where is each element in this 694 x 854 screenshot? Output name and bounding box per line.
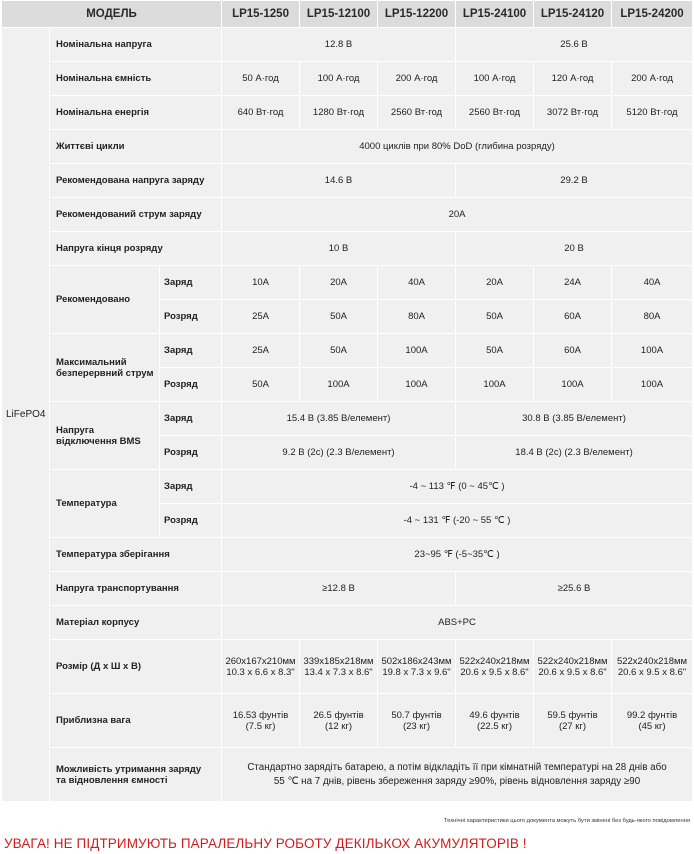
row-label: Життєві цикли — [50, 130, 222, 164]
value-cell: 100A — [534, 368, 612, 402]
row-label: Номінальна енергія — [50, 96, 222, 130]
weight-lb: 16.53 фунтів — [232, 709, 289, 721]
value-cell: -4 ~ 131 ℉ (-20 ~ 55 ℃ ) — [222, 504, 693, 538]
row-label: Рекомендований струм заряду — [50, 198, 222, 232]
sub-label-discharge: Розряд — [160, 300, 222, 334]
value-cell: 20A — [300, 266, 378, 300]
dim-inch: 10.3 x 6.6 x 8.3" — [226, 666, 295, 678]
sub-label-discharge: Розряд — [160, 436, 222, 470]
weight-lb: 26.5 фунтів — [313, 709, 364, 721]
table-row — [2, 572, 693, 606]
table-row — [2, 538, 693, 572]
table-row — [2, 96, 693, 130]
row-label — [50, 748, 222, 802]
value-cell — [534, 640, 612, 694]
value-cell: 18.4 В (2с) (2.3 В/елемент) — [456, 436, 693, 470]
value-cell: ≥12.8 В — [222, 572, 456, 606]
value-cell — [222, 748, 693, 802]
value-cell — [378, 640, 456, 694]
value-cell: 60A — [534, 300, 612, 334]
sub-label-discharge: Розряд — [160, 368, 222, 402]
row-label-line: відключення BMS — [56, 435, 141, 447]
sub-label-charge: Заряд — [160, 334, 222, 368]
table-row — [2, 62, 693, 96]
retention-line: 55 ℃ на 7 днів, рівень збереження заряду ≥90%, рівень відновлення заряду ≥90 — [273, 775, 641, 787]
value-cell: 50A — [456, 334, 534, 368]
dim-inch: 20.6 x 9.5 x 8.6" — [460, 666, 529, 678]
row-label: Напруга кінця розряду — [50, 232, 222, 266]
value-cell — [612, 694, 693, 748]
warning-text: УВАГА! НЕ ПІДТРИМУЮТЬ ПАРАЛЕЛЬНУ РОБОТУ ДЕКІЛЬКОХ АКУМУЛЯТОРІВ ! — [4, 836, 527, 851]
value-cell: 200 А·год — [612, 62, 693, 96]
model-header-cell: LP15-24200 — [612, 1, 693, 28]
dim-mm: 260x167x210мм — [225, 655, 296, 667]
sub-label-charge: Заряд — [160, 470, 222, 504]
value-cell: 20A — [222, 198, 693, 232]
table-row — [2, 402, 693, 436]
value-cell: 10 В — [222, 232, 456, 266]
row-label-line: Можливість утримання заряду — [56, 763, 202, 775]
value-cell: 15.4 В (3.85 В/елемент) — [222, 402, 456, 436]
value-cell: 40A — [378, 266, 456, 300]
value-cell: 50A — [300, 334, 378, 368]
dim-mm: 522x240x218мм — [459, 655, 530, 667]
value-cell: 120 А·год — [534, 62, 612, 96]
value-cell: 5120 Вт·год — [612, 96, 693, 130]
row-label: Максимальний безперервний струм — [50, 334, 160, 402]
chemistry-label: LiFePO4 — [2, 28, 50, 802]
value-cell: 40A — [612, 266, 693, 300]
value-cell: 3072 Вт·год — [534, 96, 612, 130]
value-cell — [300, 640, 378, 694]
value-cell — [456, 640, 534, 694]
value-cell — [612, 640, 693, 694]
table-row — [2, 28, 693, 62]
row-label-line: Напруга — [56, 424, 95, 436]
weight-lb: 50.7 фунтів — [391, 709, 442, 721]
value-cell: 200 А·год — [378, 62, 456, 96]
row-label: Розмір (Д х Ш х В) — [50, 640, 222, 694]
row-label: Рекомендовано — [50, 266, 160, 334]
model-header-cell: LP15-1250 — [222, 1, 300, 28]
weight-lb: 49.6 фунтів — [469, 709, 520, 721]
value-cell: 24A — [534, 266, 612, 300]
model-header-cell: LP15-24120 — [534, 1, 612, 28]
value-cell: ABS+PC — [222, 606, 693, 640]
value-cell: 60A — [534, 334, 612, 368]
table-row — [2, 334, 693, 368]
value-cell: 50 А·год — [222, 62, 300, 96]
value-cell: 100A — [612, 368, 693, 402]
table-row — [2, 164, 693, 198]
model-header-cell: LP15-24100 — [456, 1, 534, 28]
row-label: Рекомендована напруга заряду — [50, 164, 222, 198]
row-label: Напруга транспортування — [50, 572, 222, 606]
header-row — [2, 1, 693, 28]
value-cell — [222, 640, 300, 694]
value-cell: 25.6 В — [456, 28, 693, 62]
weight-kg: (12 кг) — [324, 720, 353, 732]
weight-kg: (23 кг) — [402, 720, 431, 732]
value-cell: 30.8 В (3.85 В/елемент) — [456, 402, 693, 436]
value-cell: 9.2 В (2с) (2.3 В/елемент) — [222, 436, 456, 470]
row-label: Матеріал корпусу — [50, 606, 222, 640]
table-row — [2, 232, 693, 266]
row-label — [50, 402, 160, 470]
sub-label-discharge: Розряд — [160, 504, 222, 538]
value-cell — [300, 694, 378, 748]
sub-label-charge: Заряд — [160, 266, 222, 300]
dim-mm: 522x240x218мм — [616, 655, 688, 667]
dim-mm: 522x240x218мм — [537, 655, 608, 667]
table-row — [2, 130, 693, 164]
value-cell: 100 А·год — [456, 62, 534, 96]
table-row — [2, 640, 693, 694]
value-cell: 80A — [378, 300, 456, 334]
row-label: Температура зберігання — [50, 538, 222, 572]
value-cell — [222, 694, 300, 748]
weight-kg: (22.5 кг) — [476, 720, 513, 732]
weight-kg: (7.5 кг) — [245, 720, 276, 732]
value-cell: 12.8 В — [222, 28, 456, 62]
value-cell: 29.2 В — [456, 164, 693, 198]
value-cell: 2560 Вт·год — [456, 96, 534, 130]
value-cell: 50A — [300, 300, 378, 334]
model-header: МОДЕЛЬ — [2, 1, 222, 28]
sub-label-charge: Заряд — [160, 402, 222, 436]
weight-lb: 59.5 фунтів — [547, 709, 598, 721]
dim-mm: 502x186x243мм — [381, 655, 452, 667]
model-header-cell: LP15-12100 — [300, 1, 378, 28]
weight-lb: 99.2 фунтів — [626, 709, 678, 721]
dim-inch: 13.4 x 7.3 x 8.6" — [304, 666, 373, 678]
row-label-line: та відновлення ємності — [56, 774, 168, 786]
value-cell: 4000 циклів при 80% DoD (глибина розряду) — [222, 130, 693, 164]
value-cell: 23~95 ℉ (-5~35℃ ) — [222, 538, 693, 572]
spec-table — [1, 0, 693, 802]
value-cell: 100 А·год — [300, 62, 378, 96]
value-cell — [534, 694, 612, 748]
value-cell: 100A — [456, 368, 534, 402]
value-cell: 50A — [456, 300, 534, 334]
retention-line: Стандартно зарядіть батарею, а потім відкладіть її при кімнатній температурі на 28 днів або — [247, 761, 667, 773]
value-cell: 10A — [222, 266, 300, 300]
dim-inch: 19.8 x 7.3 x 9.6" — [382, 666, 451, 678]
value-cell: 80A — [612, 300, 693, 334]
value-cell: 25A — [222, 300, 300, 334]
row-label: Номінальна ємність — [50, 62, 222, 96]
disclaimer-note: Технічні характеристики цього документа можуть бути змінені без будь-якого повідомлення — [443, 818, 690, 824]
value-cell: 100A — [378, 334, 456, 368]
value-cell: 640 Вт·год — [222, 96, 300, 130]
value-cell: 25A — [222, 334, 300, 368]
value-cell: 20 В — [456, 232, 693, 266]
value-cell: 2560 Вт·год — [378, 96, 456, 130]
row-label: Номінальна напруга — [50, 28, 222, 62]
value-cell: 100A — [378, 368, 456, 402]
table-row — [2, 748, 693, 802]
row-label: Приблизна вага — [50, 694, 222, 748]
weight-kg: (27 кг) — [558, 720, 587, 732]
row-label: Температура — [50, 470, 160, 538]
table-row — [2, 606, 693, 640]
value-cell: 50A — [222, 368, 300, 402]
value-cell: 14.6 В — [222, 164, 456, 198]
dim-mm: 339x185x218мм — [303, 655, 374, 667]
value-cell — [378, 694, 456, 748]
table-row — [2, 694, 693, 748]
value-cell: ≥25.6 В — [456, 572, 693, 606]
table-row — [2, 198, 693, 232]
dim-inch: 20.6 x 9.5 x 8.6" — [538, 666, 607, 678]
dim-inch: 20.6 x 9.5 x 8.6" — [617, 666, 687, 678]
value-cell — [456, 694, 534, 748]
weight-kg: (45 кг) — [638, 720, 666, 732]
value-cell: 20A — [456, 266, 534, 300]
value-cell: 1280 Вт·год — [300, 96, 378, 130]
value-cell: 100A — [612, 334, 693, 368]
table-row — [2, 266, 693, 300]
table-row — [2, 470, 693, 504]
value-cell: -4 ~ 113 ℉ (0 ~ 45℃ ) — [222, 470, 693, 504]
model-header-cell: LP15-12200 — [378, 1, 456, 28]
value-cell: 100A — [300, 368, 378, 402]
